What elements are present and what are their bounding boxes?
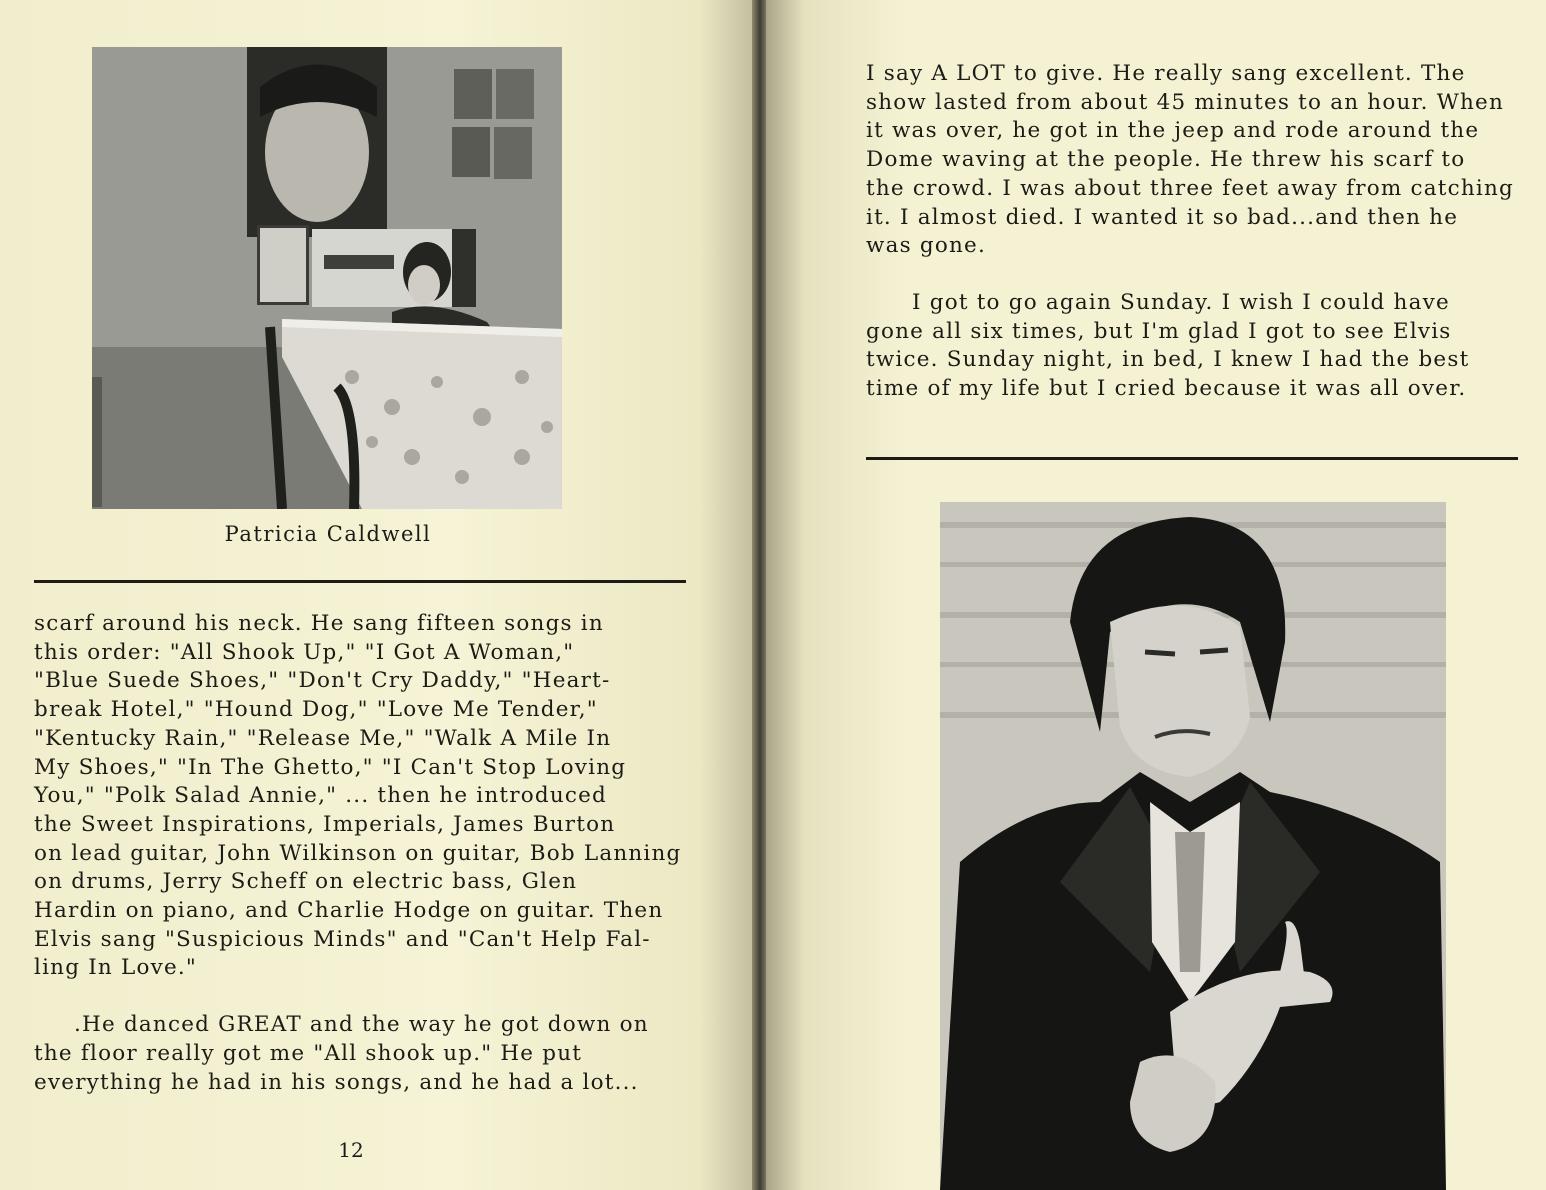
text-line: twice. Sunday night, in bed, I knew I had the best [866,347,1470,373]
text-line: it was over, he got in the jeep and rode around the [866,118,1480,144]
text-line: gone all six times, but I'm glad I got to see Elvis [866,318,1452,344]
left-page [0,0,760,1190]
text-line: the Sweet Inspirations, Imperials, James Burton [34,811,616,837]
text-line: time of my life but I cried because it was all over. [866,376,1467,402]
right-page [766,0,1546,1190]
text-line: scarf around his neck. He sang fifteen songs in [34,611,604,636]
text-line: show lasted from about 45 minutes to an hour. When [866,89,1505,115]
text-line: it. I almost died. I wanted it so bad...and then he [866,204,1459,230]
text-line: You," "Polk Salad Annie," ... then he introduced [34,783,608,809]
text-line: the floor really got me "All shook up." He put [34,1040,583,1066]
text-line: "Blue Suede Shoes," "Don't Cry Daddy," "Heart- [34,668,611,694]
page-number: 12 [338,1138,364,1162]
right-body-text [866,60,1514,404]
text-line: break Hotel," "Hound Dog," "Love Me Tender," [34,697,598,723]
text-line: ling In Love." [34,955,197,981]
bedroom-photo-image [92,47,562,509]
section-divider [866,457,1518,460]
text-line: on lead guitar, John Wilkinson on guitar, Bob Lanning [34,840,682,866]
text-line: I say A LOT to give. He really sang excellent. The [866,61,1466,86]
text-line: Dome waving at the people. He threw his scarf to [866,147,1466,173]
text-line: the crowd. I was about three feet away from catching [866,175,1515,201]
text-line: "Kentucky Rain," "Release Me," "Walk A Mile In [34,725,612,751]
section-divider [34,580,686,583]
text-line: Hardin on piano, and Charlie Hodge on guitar. Then [34,898,664,924]
text-line: .He danced GREAT and the way he got down on [74,1012,649,1038]
text-line: was gone. [866,233,987,259]
portrait-photo-image [940,502,1446,1190]
text-line: everything he had in his songs, and he had a lot... [34,1069,639,1095]
text-line: on drums, Jerry Scheff on electric bass, Glen [34,869,578,895]
left-body-text [34,610,682,1097]
text-line: Elvis sang "Suspicious Minds" and "Can't Help Fal- [34,926,651,952]
text-line: I got to go again Sunday. I wish I could have [912,289,1450,315]
photo-caption: Patricia Caldwell [224,522,432,546]
text-line: My Shoes," "In The Ghetto," "I Can't Stop Loving [34,754,627,780]
bedroom-photo [92,47,562,509]
portrait-photo [940,502,1446,1190]
text-line: this order: "All Shook Up," "I Got A Woman," [34,639,575,665]
